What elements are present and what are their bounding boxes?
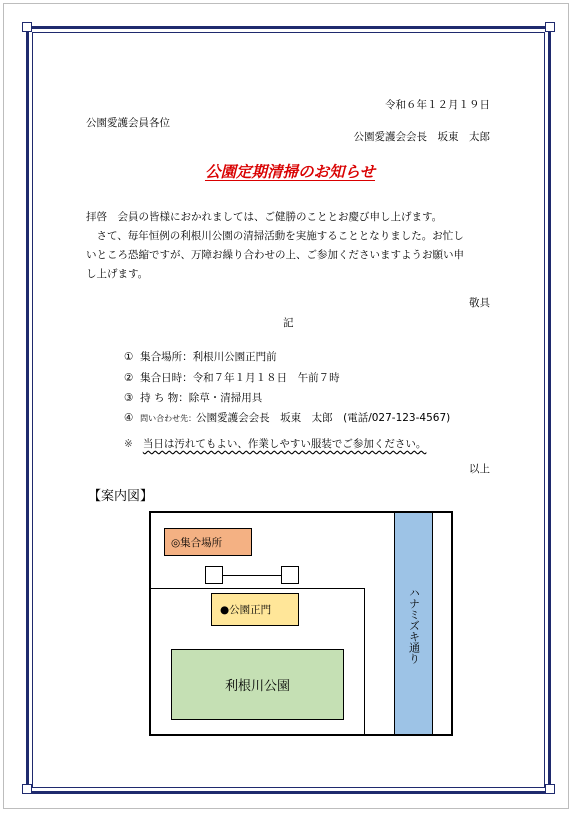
- item-label: 持 ち 物：: [140, 392, 189, 404]
- issue-date: 令和６年１２月１９日: [385, 99, 490, 111]
- border-corner-bottom-right: [545, 784, 555, 794]
- border-corner-bottom-left: [22, 784, 32, 794]
- meeting-point-box: ◎集合場所: [164, 528, 252, 556]
- note-text: 当日は汚れてもよい、作業しやすい服装でご参加ください。: [142, 438, 427, 450]
- note-line: [124, 437, 426, 451]
- border-corner-top-left: [22, 22, 32, 32]
- park-gate-box: ●公園正門: [211, 593, 299, 626]
- list-item: [124, 371, 340, 385]
- item-label: 集合場所：: [140, 351, 193, 363]
- body-line-1: 拝啓 会員の皆様におかれましては、ご健勝のこととお慶び申し上げます。: [86, 211, 443, 223]
- body-line-3: いところ恐縮ですが、万障お繰り合わせの上、ご参加くださいますようお願い申: [86, 249, 464, 261]
- item-value: 除草・清掃用具: [188, 392, 263, 404]
- gate-bar: [223, 575, 281, 576]
- document-title: 公園定期清掃のお知らせ: [204, 163, 376, 181]
- list-item: [124, 391, 262, 405]
- sender: 公園愛護会会長 坂東 太郎: [353, 131, 490, 143]
- border-corner-top-right: [545, 22, 555, 32]
- item-value: 公園愛護会会長 坂東 太郎 (電話/027-123-4567): [196, 412, 451, 424]
- item-label: 集合日時：: [140, 372, 193, 384]
- note-mark: ※: [124, 438, 133, 450]
- park-box: 利根川公園: [171, 649, 344, 720]
- list-item: [124, 350, 277, 364]
- body-line-4: し上げます。: [86, 268, 149, 280]
- item-label: 問い合わせ先：: [140, 414, 197, 423]
- map-heading: 【案内図】: [88, 489, 154, 504]
- body-line-2: さて、毎年恒例の利根川公園の清掃活動を実施することとなりました。お忙し: [86, 230, 464, 242]
- recipient: 公園愛護会員各位: [86, 117, 170, 129]
- end-ijou: 以上: [469, 463, 490, 475]
- item-number: ④: [124, 412, 134, 424]
- item-number: ①: [124, 351, 134, 363]
- road-label: ハナミズキ通り: [407, 586, 421, 664]
- body-text: [86, 208, 491, 284]
- gate-post-left: [205, 566, 223, 584]
- closing-keigu: 敬具: [469, 297, 490, 309]
- item-number: ③: [124, 392, 134, 404]
- ki-heading: 記: [283, 317, 294, 329]
- item-value: 利根川公園正門前: [192, 351, 277, 363]
- item-number: ②: [124, 372, 134, 384]
- gate-post-right: [281, 566, 299, 584]
- list-item: [124, 411, 450, 426]
- item-value: 令和７年１月１８日 午前７時: [192, 372, 340, 384]
